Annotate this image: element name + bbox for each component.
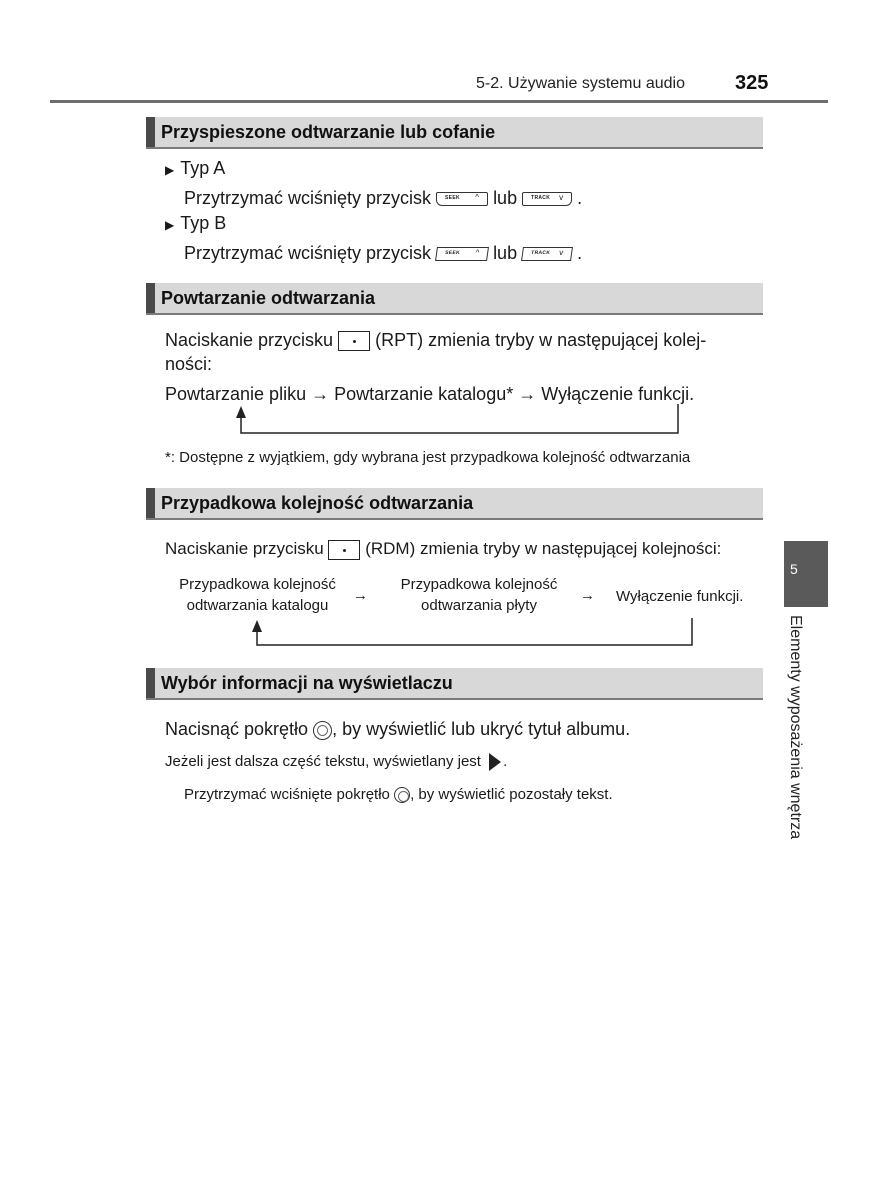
track-button-icon: TRACK v	[522, 192, 572, 206]
page-number: 325	[735, 72, 769, 94]
repeat-intro: Naciskanie przycisku (RPT) zmienia tryby w następującej kolej-	[165, 330, 707, 350]
repeat-step-1: Powtarzanie pliku	[165, 384, 307, 404]
type-a-label: ▶ Typ A	[165, 158, 226, 178]
repeat-step-3: Wyłączenie funkcji.	[541, 384, 695, 404]
section-header-display	[146, 668, 763, 700]
display-line-3: Przytrzymać wciśnięte pokrętło , by wyświetlić pozostały tekst.	[184, 786, 613, 803]
random-step-1: Przypadkowa kolejność odtwarzania katalogu	[179, 576, 336, 614]
random-intro: Naciskanie przycisku (RDM) zmienia tryby w następującej kolejności:	[165, 539, 722, 558]
type-b-label: ▶ Typ B	[165, 213, 227, 233]
display-line-1: Nacisnąć pokrętło , by wyświetlić lub ukryć tytuł albumu.	[165, 719, 631, 739]
repeat-intro-line2: ności:	[165, 354, 213, 374]
knob-icon	[394, 787, 410, 803]
section-header-bar	[146, 668, 155, 698]
chapter-side-title-text: Elementy wyposażenia wnętrza	[787, 615, 804, 840]
arrow-icon: →	[518, 384, 537, 404]
arrow-icon: →	[353, 587, 368, 604]
type-a-instruction: Przytrzymać wciśnięty przycisk SEEK ^ lub TRACK v .	[184, 188, 583, 208]
knob-icon	[313, 721, 332, 740]
section-title: Wybór informacji na wyświetlaczu	[161, 673, 453, 693]
triangle-bullet-icon: ▶	[165, 163, 175, 177]
repeat-step-2: Powtarzanie katalogu*	[334, 384, 514, 404]
random-step-2: Przypadkowa kolejność odtwarzania płyty	[400, 576, 558, 614]
arrow-icon: →	[311, 384, 330, 404]
arrow-icon: →	[580, 587, 595, 604]
seek-button-icon: SEEK ^	[436, 192, 488, 206]
chapter-header: 5-2. Używanie systemu audio	[476, 75, 685, 92]
repeat-footnote: *: Dostępne z wyjątkiem, gdy wybrana jest przypadkowa kolejność odtwarzania	[165, 449, 691, 466]
section-title: Powtarzanie odtwarzania	[161, 288, 376, 308]
track-button-icon: TRACK v	[521, 247, 573, 261]
chapter-tab-number: 5	[790, 561, 798, 577]
random-step-3: Wyłączenie funkcji.	[616, 588, 744, 605]
display-line-2: Jeżeli jest dalsza część tekstu, wyświetlany jest .	[165, 753, 508, 770]
play-triangle-icon	[489, 753, 501, 771]
section-title: Przyspieszone odtwarzanie lub cofanie	[161, 122, 496, 142]
triangle-bullet-icon: ▶	[165, 218, 175, 232]
type-b-instruction: Przytrzymać wciśnięty przycisk SEEK ^ lub TRACK v .	[184, 243, 583, 263]
section-title: Przypadkowa kolejność odtwarzania	[161, 493, 474, 513]
seek-button-icon: SEEK ^	[435, 247, 489, 261]
